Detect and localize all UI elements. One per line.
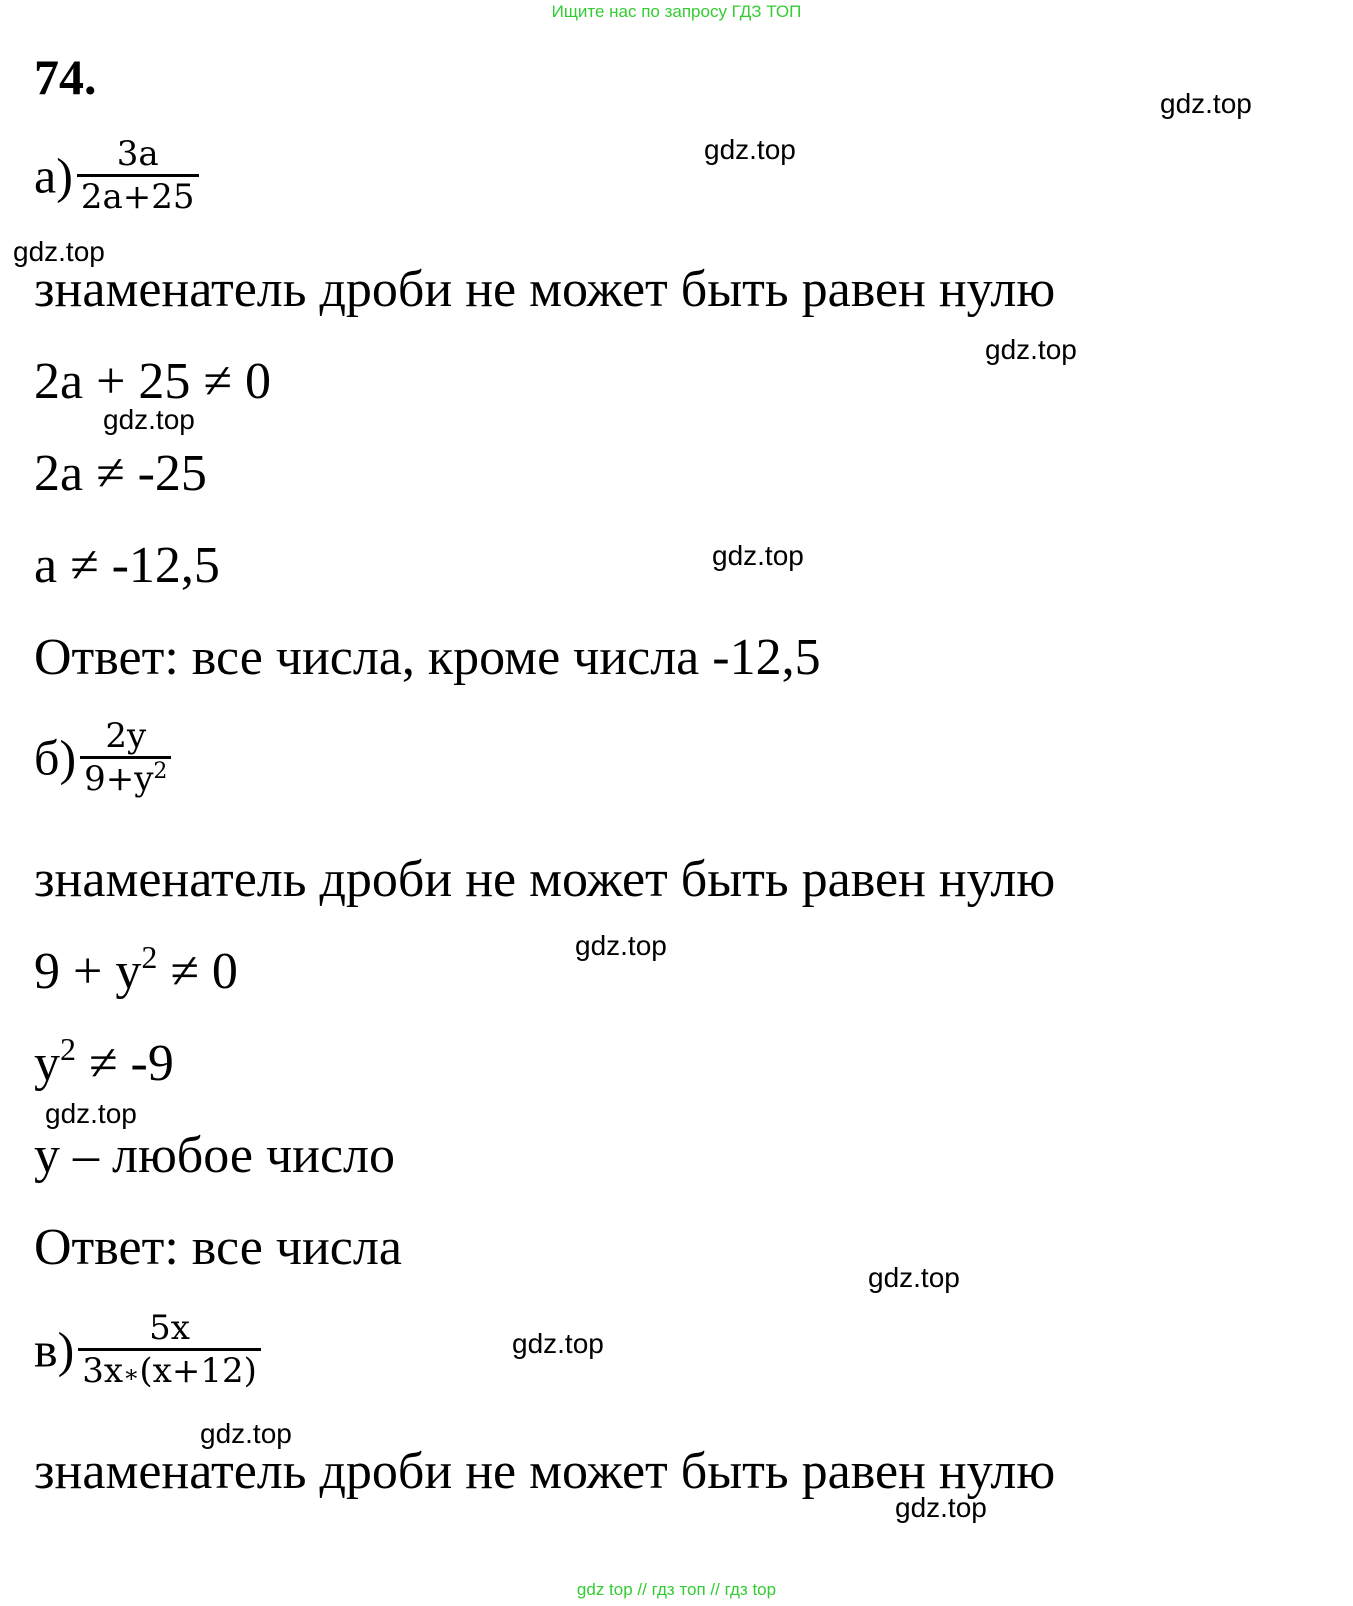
multiply-star: ∗	[123, 1360, 140, 1388]
part-a-denominator: 2a+25	[80, 177, 195, 217]
part-b-header	[34, 716, 171, 799]
part-b-numerator: 2y	[105, 716, 147, 756]
part-b-rule: знаменатель дроби не может быть равен нулю	[34, 851, 1056, 908]
part-b-denominator	[80, 759, 171, 799]
watermark: gdz.top	[13, 236, 105, 267]
problem-number: 74.	[34, 49, 97, 105]
watermark: gdz.top	[45, 1098, 137, 1129]
part-b-step2: $y^2 \ne -9$	[34, 1031, 174, 1092]
part-b-denominator-exponent: 2	[153, 759, 168, 784]
part-v-rule: знаменатель дроби не может быть равен нулю	[34, 1443, 1056, 1500]
part-a-fraction	[77, 134, 199, 217]
part-a-header	[34, 134, 199, 217]
watermark: gdz.top	[985, 334, 1077, 365]
part-v-denominator: 3x∗(x+12)	[82, 1351, 257, 1391]
part-v-numerator: 5x	[149, 1308, 190, 1348]
part-b-step3: y – любое число	[34, 1127, 395, 1184]
exponent: 2	[141, 939, 158, 975]
part-v-header	[34, 1308, 261, 1391]
watermark: gdz.top	[868, 1262, 960, 1293]
part-b-label: б)	[34, 729, 77, 786]
part-b-fraction	[80, 716, 171, 799]
part-a-step2: 2a ≠ -25	[34, 445, 207, 502]
top-banner: Ищите нас по запросу ГДЗ ТОП	[551, 2, 802, 21]
watermark: gdz.top	[103, 404, 195, 435]
watermark: gdz.top	[1160, 88, 1252, 119]
watermark: gdz.top	[512, 1328, 604, 1359]
part-a-numerator: 3a	[116, 134, 159, 174]
watermark: gdz.top	[575, 930, 667, 961]
part-a-step3: a ≠ -12,5	[34, 537, 220, 594]
part-b-answer: Ответ: все числа	[34, 1219, 402, 1276]
part-b-step1: $9 + y^2 \ne 0$	[34, 939, 238, 1000]
part-a-rule: знаменатель дроби не может быть равен нулю	[34, 261, 1056, 318]
part-v-label: в)	[34, 1321, 75, 1378]
watermark: gdz.top	[712, 540, 804, 571]
watermark: gdz.top	[200, 1418, 292, 1449]
part-v-fraction	[78, 1308, 261, 1391]
part-a-label: а)	[34, 147, 73, 204]
exponent: 2	[60, 1031, 76, 1067]
part-a-answer: Ответ: все числа, кроме числа -12,5	[34, 629, 821, 686]
watermark: gdz.top	[704, 134, 796, 165]
bottom-banner: gdz top // гдз топ // гдз top	[576, 1580, 777, 1599]
watermark: gdz.top	[895, 1492, 987, 1523]
part-a-step1: 2a + 25 ≠ 0	[34, 353, 271, 410]
part-b-denominator-base: 9+y	[84, 759, 154, 799]
